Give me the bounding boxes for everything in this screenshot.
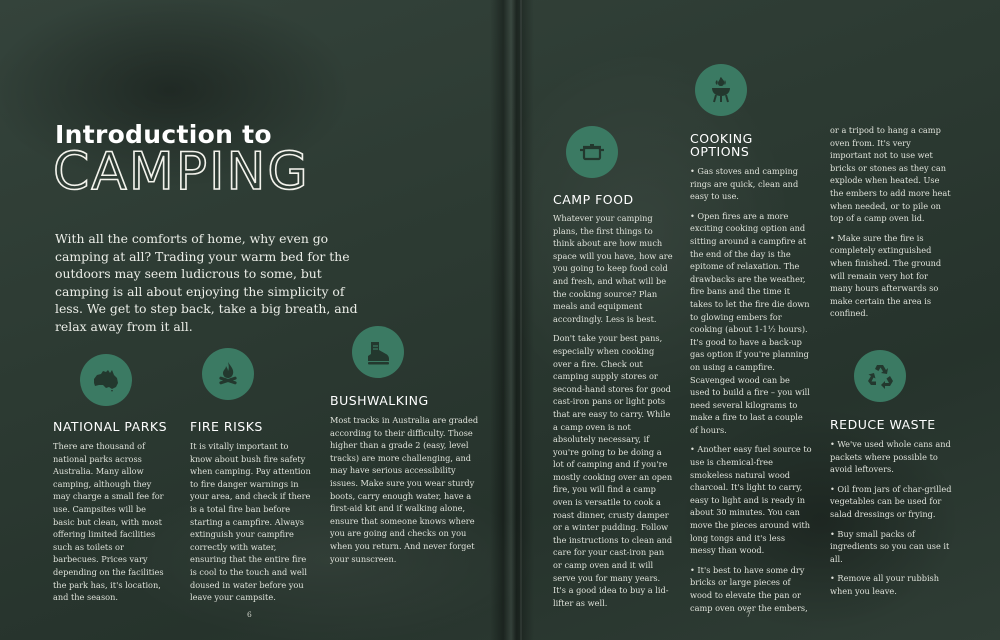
camp-food-paragraph-2: Don't take your best pans, especially when cooking over a fire. Check out camping supply stores or second-hand stores for good cast-iron pans or light pots that are easy to carry. While a camp oven is not absolutely necessary, if you're going to be doing a lot of camping and if you're mostly cooking over an open fire, you will find a camp oven is versatile to cook a roast dinner, crusty damper or a winter pudding. Follow the instructions to clean and care for your cast-iron pan or camp oven and it will serve you for many years. It's a good idea to buy a lid-lifter as well. [553,333,673,608]
page-number-left: 6 [247,610,252,619]
page-gutter [490,0,534,640]
title-line-1: Introduction to [55,120,272,149]
cooking-options-continued [830,124,952,327]
camp-food-text [553,212,675,616]
bushwalking-heading: BUSHWALKING [330,393,429,408]
national-parks-heading: NATIONAL PARKS [53,419,168,434]
reduce-waste-heading: REDUCE WASTE [830,417,936,432]
fire-risks-heading: FIRE RISKS [190,419,263,434]
cooking-options-heading-line-1: COOKING [690,131,753,146]
bushwalking-text [330,414,480,572]
fire-risks-paragraph: It is vitally important to know about bush fire safety when camping. Pay attention to fire danger warnings in your area, and check if there is a total fire ban before starting a campfire. Always extinguish your campfire correctly with water, ensuring that the entire fire is cool to the touch and well doused in water before you leave your campsite. [190,441,311,603]
reduce-waste-bullet-2: • Oil from jars of char-grilled vegetables can be used for salad dressings or frying. [830,483,952,519]
cooking-options-heading [690,132,753,158]
cooking-options-heading-line-2: OPTIONS [690,144,750,159]
hiking-boot-icon [352,326,404,378]
cooking-options-text [690,165,812,621]
page-number-right: 7 [746,610,751,619]
australia-map-icon [80,354,132,406]
fire-grill-icon [695,64,747,116]
cooking-pot-icon [566,126,618,178]
national-parks-text [53,440,165,611]
title-line-2: CAMPING [53,142,310,202]
campfire-icon [202,348,254,400]
reduce-waste-bullet-3: • Buy small packs of ingredients so you can use it all. [830,528,950,564]
cooking-options-bullet-1: • Gas stoves and camping rings are quick, clean and easy to use. [690,166,799,202]
cooking-options-bullet-3: • Another easy fuel source to use is chemical-free smokeless natural wood charcoal. It's light to carry, easy to light and is ready in about 30 minutes. You can move the pieces around with long tongs and it's less messy than wood. [690,444,812,556]
camp-food-paragraph-1: Whatever your camping plans, the first things to think about are how much space will you have, how are you going to keep food cold and fresh, and what will be the cooking source? Plan meals and equipment accordingly. Less is best. [553,213,673,324]
intro-paragraph: With all the comforts of home, why even go camping at all? Trading your warm bed for the outdoors may seem ludicrous to some, but camping is all about enjoying the simplicity of less. We get to step back, take a big breath, and relax away from it all. [55,231,358,334]
cooking-options-bullet-2: • Open fires are a more exciting cooking option and sitting around a campfire at the end of the day is the epitome of relaxation. The drawbacks are the weather, fire bans and the time it takes to let the fire die down to glowing embers for cooking (about 1-1½ hours). It's good to have a back-up gas option if you're planning on using a campfire. Scavenged wood can be used to build a fire – you will need several kilograms to make a fire to last a couple of hours. [690,210,810,435]
cooking-continued-paragraph-1: or a tripod to hang a camp oven from. It's very important not to use wet bricks or stones as they can explode when heated. Use the embers to add more heat when needed, or to pile on top of a camp oven lid. [830,125,951,224]
camp-food-heading: CAMP FOOD [553,192,634,207]
reduce-waste-bullet-1: • We've used whole cans and packets where possible to avoid leftovers. [830,439,951,475]
reduce-waste-bullet-4: • Remove all your rubbish when you leave. [830,573,940,596]
bushwalking-paragraph: Most tracks in Australia are graded according to their difficulty. Those higher than a grade 2 (easy, level tracks) are more challenging, and may have serious accessibility issues. Make sure you wear sturdy boots, carry enough water, have a first-aid kit and if walking alone, ensure that someone knows where you are going and checks on you when you return. And never forget your sunscreen. [330,415,479,564]
reduce-waste-text [830,438,952,605]
cooking-continued-paragraph-2: • Make sure the fire is completely extinguished when finished. The ground will remain very hot for many hours afterwards so make certain the area is confined. [830,232,942,319]
national-parks-paragraph: There are thousand of national parks across Australia. Many allow camping, although they may charge a small fee for use. Campsites will be basic but clean, with most offering limited facilities such as toilets or barbecues. Prices vary depending on the facilities the park has, it's location, and the season. [53,441,164,603]
cooking-options-bullet-4: • It's best to have some dry bricks or large pieces of wood to elevate the pan or camp oven over the embers, [690,564,808,613]
fabric-seam [520,0,522,640]
recycle-icon [854,350,906,402]
fire-risks-text [190,440,312,611]
